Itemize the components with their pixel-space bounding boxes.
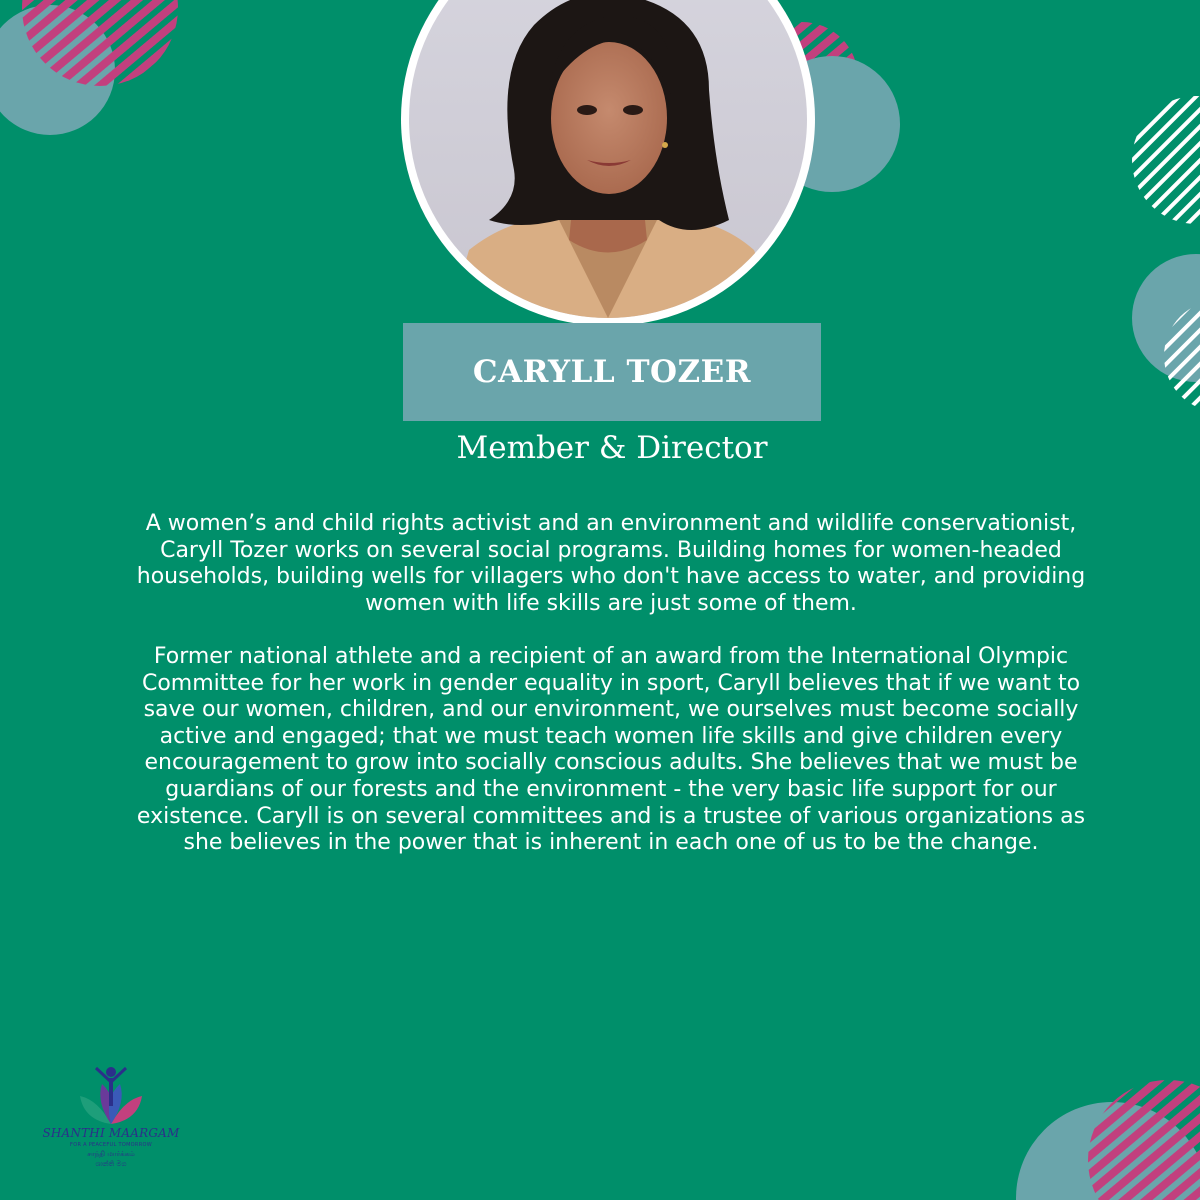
right-side-circles (1132, 96, 1200, 412)
profile-role: Member & Director (456, 430, 768, 466)
bottom-right-circles (1016, 1080, 1200, 1200)
bottom-right-striped-circle (1088, 1080, 1200, 1200)
biography (130, 511, 1092, 857)
logo-name: SHANTHI MAARGAM (42, 1126, 180, 1140)
logo-tamil-text: சாந்தி மார்க்கம் (87, 1150, 135, 1158)
top-left-circles (0, 0, 178, 135)
bio-paragraph-1: A women’s and child rights activist and an environment and wildlife conservationist, Caryll Tozer works on several social programs. Building homes for women-headed households, building wells for villagers who don't have access to water, and providing women with life skills are just some of them. (136, 511, 1086, 616)
logo-sinhala-text: ශාන්ති මග (95, 1160, 127, 1168)
profile-name: CARYLL TOZER (472, 354, 752, 390)
lotus-figure-icon (36, 1062, 186, 1126)
portrait-photo (409, 0, 807, 318)
logo-tagline: FOR A PEACEFUL TOMORROW (70, 1142, 152, 1148)
shanthi-maargam-logo (36, 1062, 186, 1182)
name-banner (403, 323, 821, 421)
bio-paragraph-2: Former national athlete and a recipient of an award from the International Olympic Committee for her work in gender equality in sport, Caryll believes that if we want to save our women, children, and our environment, we ourselves must become socially active and engaged; that we must teach women life skills and give children every encouragement to grow into socially conscious adults. She believes that we must be guardians of our forests and the environment - the very basic life support for our existence. Caryll is on several committees and is a trustee of various organizations as she believes in the power that is inherent in each one of us to be the change. (136, 643, 1086, 856)
right-white-striped-circle (1132, 96, 1200, 224)
